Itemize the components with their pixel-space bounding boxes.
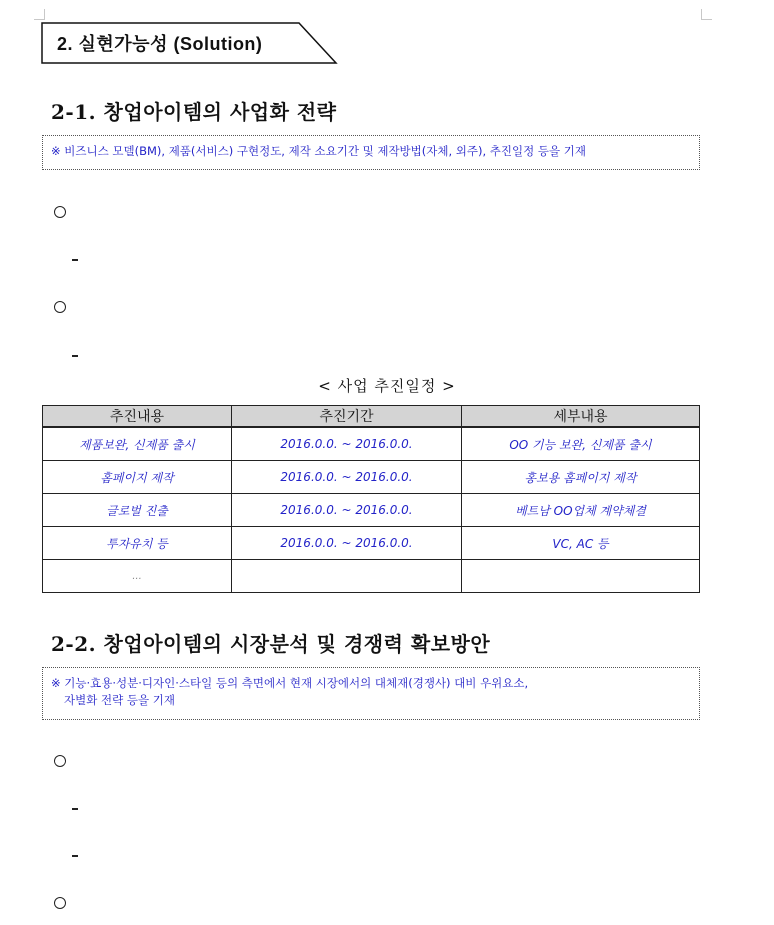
table-cell: 2016.0.0. ~ 2016.0.0. bbox=[232, 527, 462, 560]
table-cell: 홈페이지 제작 bbox=[43, 461, 232, 494]
table-cell: 투자유치 등 bbox=[43, 527, 232, 560]
schedule-table bbox=[42, 405, 700, 593]
table-row bbox=[43, 527, 700, 560]
bullet-circle bbox=[54, 206, 66, 218]
guidance-note-2-2 bbox=[42, 667, 700, 720]
guidance-note-line: 자별화 전략 등을 기재 bbox=[64, 693, 175, 707]
table-row bbox=[43, 427, 700, 461]
bullet-dash bbox=[72, 259, 78, 261]
table-cell: OO 기능 보완, 신제품 출시 bbox=[462, 427, 700, 461]
column-header: 추진기간 bbox=[232, 406, 462, 428]
bullet-circle bbox=[54, 301, 66, 313]
bullet-dash bbox=[72, 355, 78, 357]
table-cell: 홍보용 홈페이지 제작 bbox=[462, 461, 700, 494]
table-row bbox=[43, 461, 700, 494]
table-cell: 2016.0.0. ~ 2016.0.0. bbox=[232, 494, 462, 527]
table-caption: < 사업 추진일정 > bbox=[318, 377, 456, 395]
table-cell: 2016.0.0. ~ 2016.0.0. bbox=[232, 461, 462, 494]
guidance-note-line: ※ 비즈니스 모델(BM), 제품(서비스) 구현정도, 제작 소요기간 및 제작방법(자체, 외주), 추진일정 등을 기재 bbox=[51, 144, 586, 158]
heading-2-1: 2-1. 창업아이템의 사업화 전략 bbox=[51, 100, 337, 124]
section-title: 2. 실현가능성 (Solution) bbox=[57, 34, 263, 54]
section-title-tab bbox=[41, 19, 339, 65]
bullet-circle bbox=[54, 897, 66, 909]
bullet-dash bbox=[72, 855, 78, 857]
table-cell: 글로벌 진출 bbox=[43, 494, 232, 527]
heading-2-2: 2-2. 창업아이템의 시장분석 및 경쟁력 확보방안 bbox=[51, 632, 491, 656]
bullet-dash bbox=[72, 808, 78, 810]
table-cell: ... bbox=[43, 560, 232, 593]
table-row bbox=[43, 494, 700, 527]
table-row bbox=[43, 560, 700, 593]
table-cell: 베트남 OO업체 계약체결 bbox=[462, 494, 700, 527]
page-corner-mark-right bbox=[701, 9, 712, 20]
guidance-note-2-1 bbox=[42, 135, 700, 170]
bullet-circle bbox=[54, 755, 66, 767]
table-header-row bbox=[43, 406, 700, 428]
column-header: 추진내용 bbox=[43, 406, 232, 428]
column-header: 세부내용 bbox=[462, 406, 700, 428]
table-cell: VC, AC 등 bbox=[462, 527, 700, 560]
table-cell: 제품보완, 신제품 출시 bbox=[43, 427, 232, 461]
guidance-note-line: ※ 기능·효용·성분·디자인·스타일 등의 측면에서 현재 시장에서의 대체재(경쟁사) 대비 우위요소, bbox=[51, 676, 529, 690]
table-cell bbox=[462, 560, 700, 593]
table-cell bbox=[232, 560, 462, 593]
table-cell: 2016.0.0. ~ 2016.0.0. bbox=[232, 427, 462, 461]
